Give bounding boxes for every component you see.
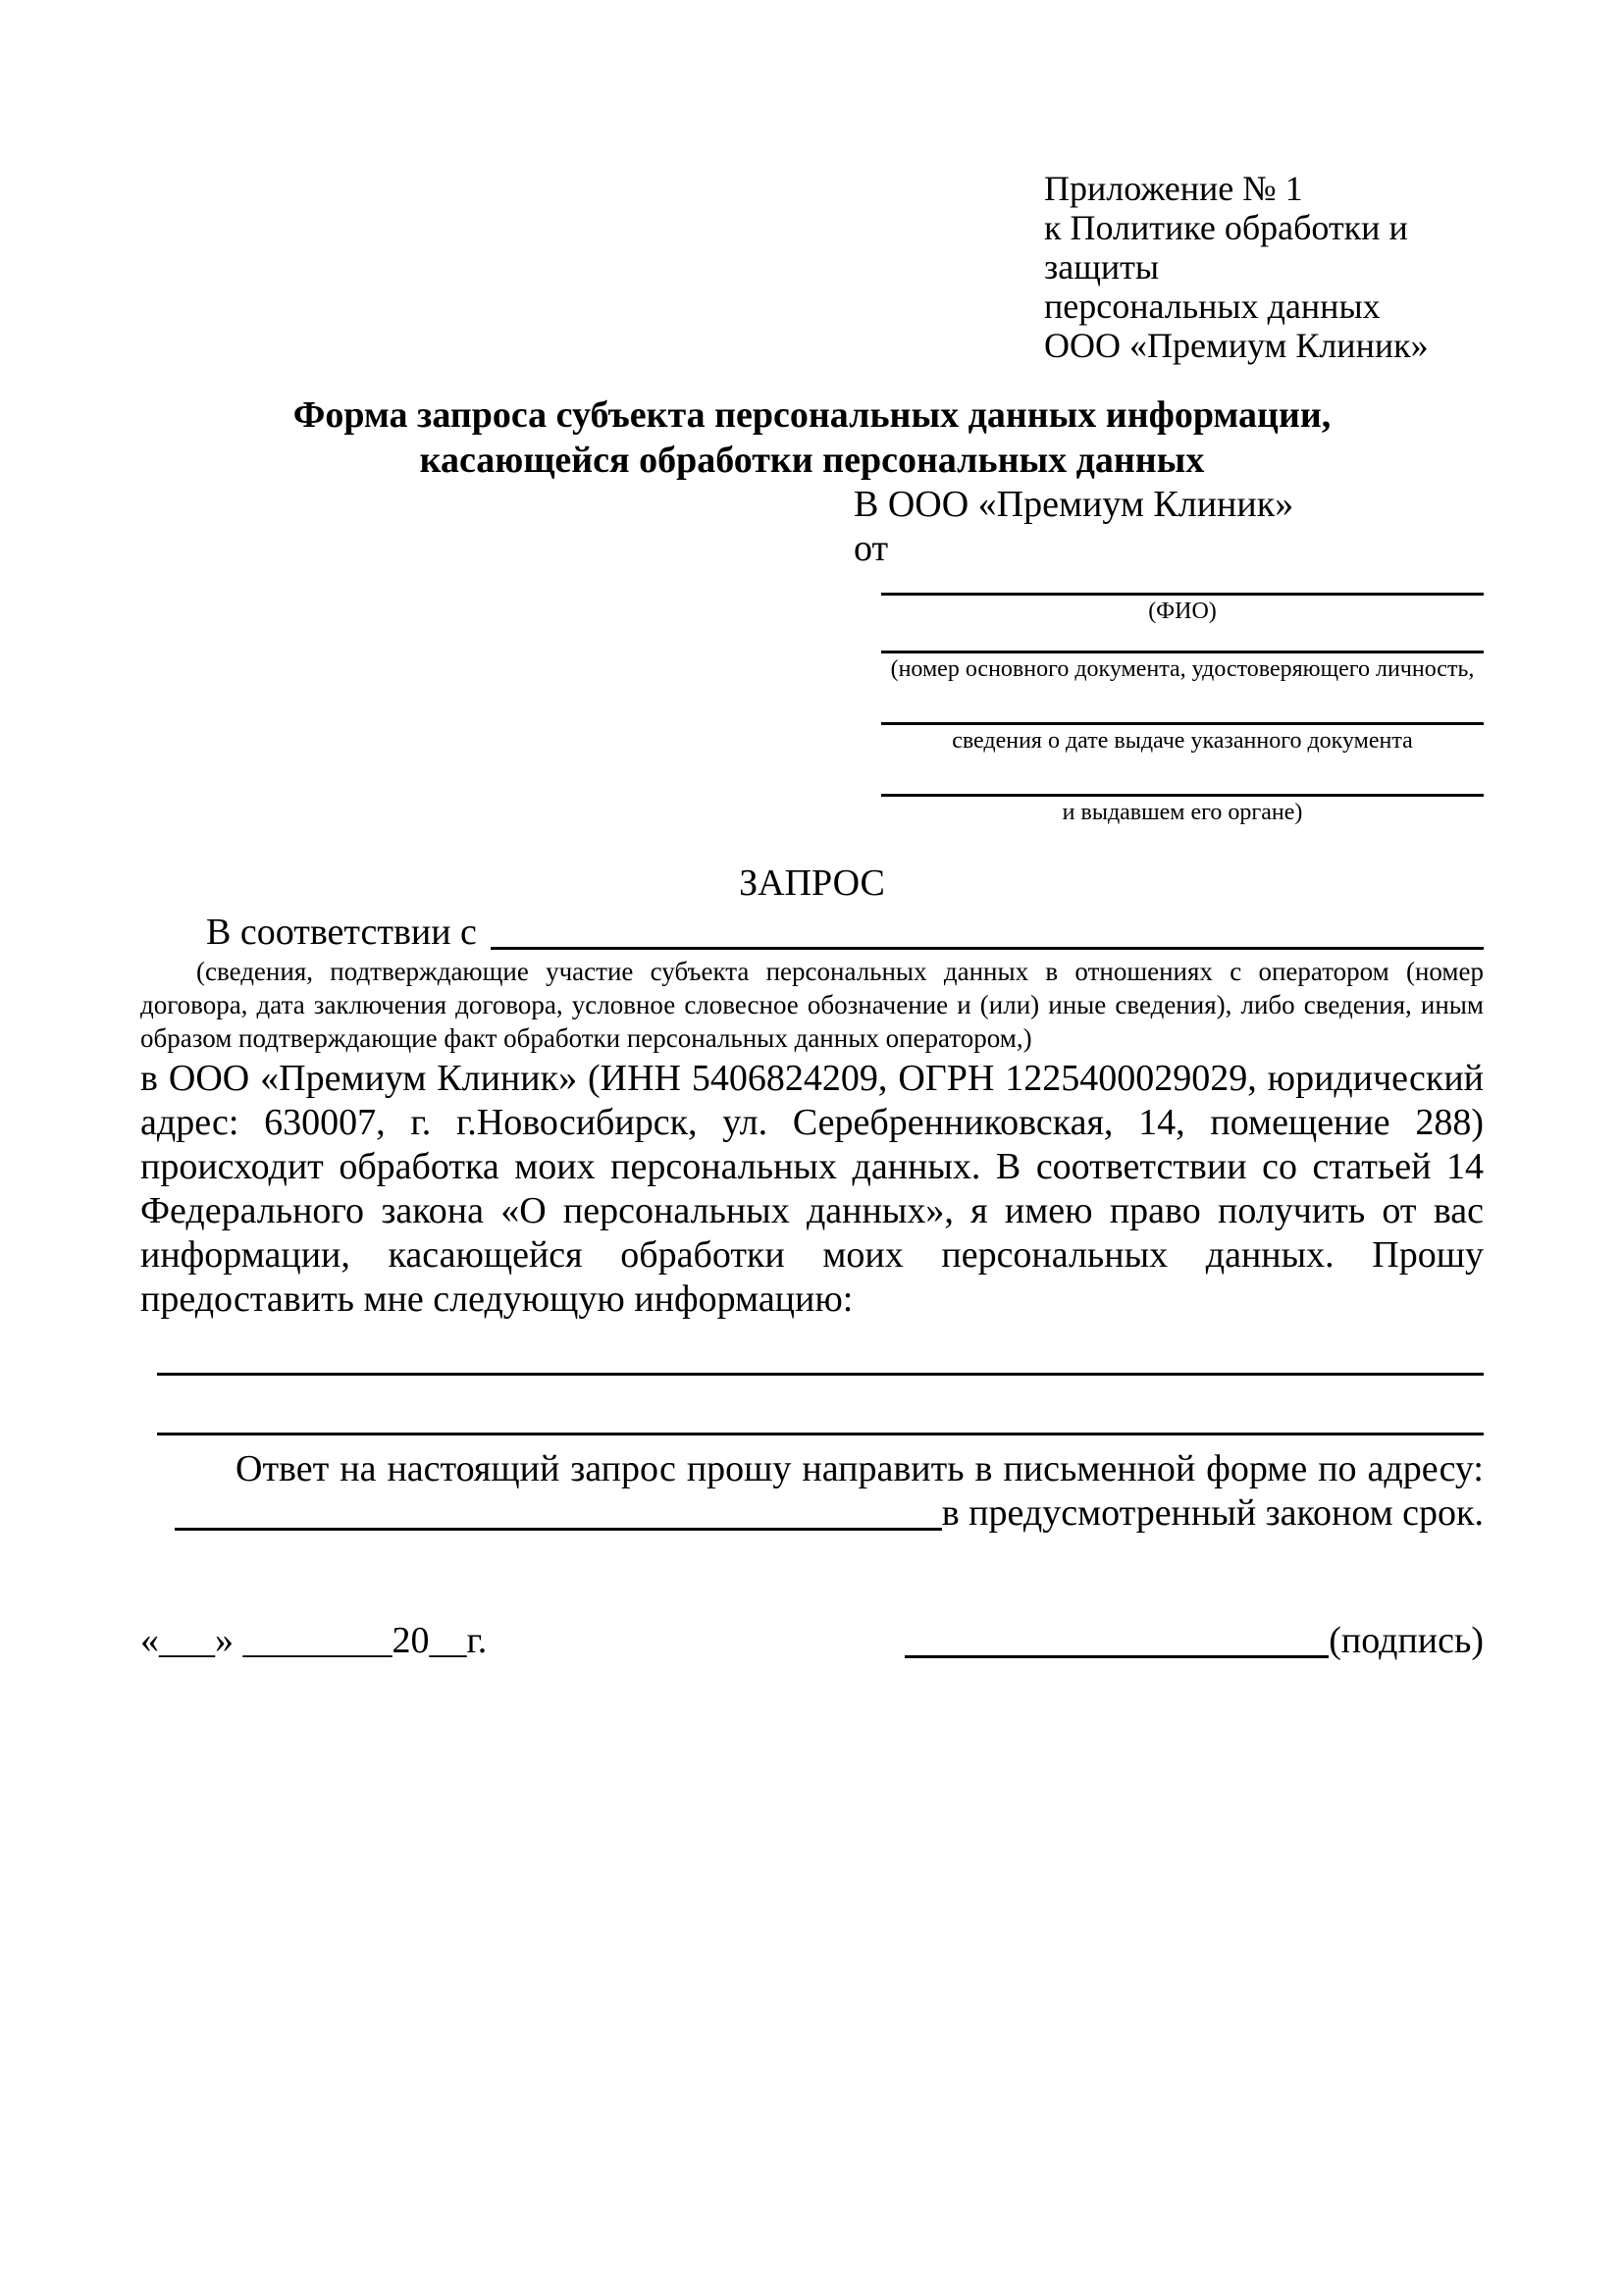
request-heading: ЗАПРОС bbox=[739, 862, 885, 904]
info-fill-line-2 bbox=[157, 1433, 1484, 1435]
reply-line: Ответ на настоящий запрос прошу направить в письменной форме по адресу: bbox=[236, 1448, 1484, 1489]
form-title bbox=[140, 392, 1484, 483]
reply-address-fill-line bbox=[175, 1528, 942, 1531]
signature-caption: (подпись) bbox=[1329, 1620, 1484, 1661]
appendix-header-line: персональных данных bbox=[1044, 287, 1381, 326]
issuing-authority-field-caption: и выдавшем его органе) bbox=[1062, 800, 1303, 825]
addressee-from-label: от bbox=[854, 528, 889, 569]
issuing-authority-field bbox=[881, 794, 1484, 826]
intro-fill-line bbox=[491, 947, 1484, 950]
date-blank: «___» ________20__г. bbox=[140, 1620, 488, 1661]
document-number-field-caption: (номер основного документа, удостоверяющего личность, bbox=[890, 656, 1475, 682]
form-title-line: Форма запроса субъекта персональных данных информации, bbox=[292, 394, 1332, 436]
addressee-to: В ООО «Премиум Клиник» bbox=[854, 484, 1294, 525]
appendix-header-line: Приложение № 1 bbox=[1044, 169, 1303, 208]
intro-prefix: В соответствии с bbox=[206, 912, 477, 953]
form-title-line: касающейся обработки персональных данных bbox=[419, 440, 1205, 481]
document-number-field bbox=[881, 651, 1484, 683]
intro-footnote: (сведения, подтверждающие участие субъекта персональных данных в отношениях с оператором (номер договора, дата заключения договора, условное словесное обозначение и (или) иные сведения), либо сведения, иным образом подтверждающие факт обработки персональных данных оператором,) bbox=[140, 957, 1484, 1053]
signature-row bbox=[140, 1619, 1484, 1663]
reply-address-line bbox=[140, 1491, 1484, 1536]
signature-area bbox=[905, 1619, 1484, 1663]
intro-line bbox=[140, 911, 1484, 955]
request-body: в ООО «Премиум Клиник» (ИНН 5406824209, ОГРН 1225400029029, юридический адрес: 630007, г. г.Новосибирск, ул. Серебренниковская, 14, помещение 288) происходит обработка моих персональных данных. В соответствии со статьей 14 Федерального закона «О персональных данных», я имею право получить от вас информации, касающейся обработки моих персональных данных. Прошу предоставить мне следующую информацию: bbox=[140, 1058, 1484, 1320]
appendix-header-line: к Политике обработки и защиты bbox=[1044, 208, 1408, 287]
info-fill-line-1 bbox=[157, 1373, 1484, 1376]
addressee-block bbox=[854, 483, 1484, 826]
reply-suffix: в предусмотренный законом срок. bbox=[941, 1492, 1484, 1534]
signature-fill-line bbox=[905, 1655, 1329, 1658]
document-date-field-caption: сведения о дате выдаче указанного документа bbox=[952, 728, 1413, 754]
appendix-header bbox=[1044, 169, 1484, 365]
appendix-header-line: ООО «Премиум Клиник» bbox=[1044, 326, 1429, 365]
fio-field bbox=[881, 593, 1484, 625]
fio-field-caption: (ФИО) bbox=[1148, 599, 1217, 624]
document-date-field bbox=[881, 722, 1484, 755]
